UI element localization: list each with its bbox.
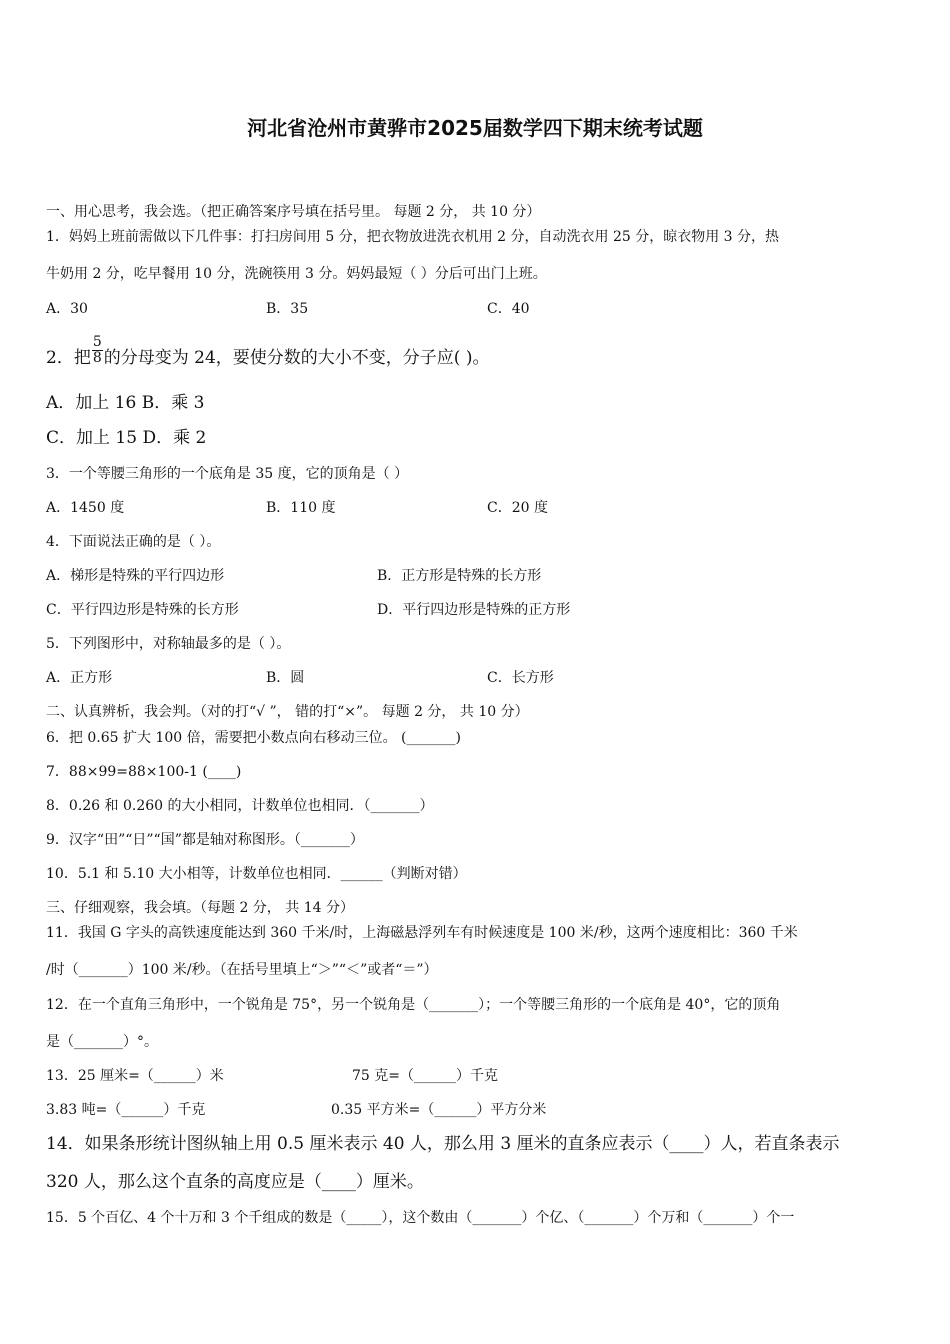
question-13-part-c: 3.83 吨=（______）千克 <box>46 1102 206 1118</box>
question-3-option-a: A．1450 度 <box>46 500 125 516</box>
question-14-line-1: 14．如果条形统计图纵轴上用 0.5 厘米表示 40 人，那么用 3 厘米的直条应表示（____）人，若直条表示 <box>46 1134 840 1154</box>
question-2-options-ab: A．加上 16 B．乘 3 <box>46 393 205 413</box>
question-1-line-1: 1．妈妈上班前需做以下几件事：打扫房间用 5 分，把衣物放进洗衣机用 2 分，自动洗衣用 25 分，晾衣物用 3 分，热 <box>46 229 780 245</box>
question-2-prefix: 2．把 <box>46 348 91 368</box>
question-13-part-d: 0.35 平方米=（______）平方分米 <box>331 1102 547 1118</box>
question-3-option-c: C．20 度 <box>487 500 548 516</box>
question-7: 7．88×99=88×100-1 (____) <box>46 764 242 780</box>
question-5-option-a: A．正方形 <box>46 670 113 686</box>
fraction-five-eighths <box>92 335 103 366</box>
question-4-option-a: A．梯形是特殊的平行四边形 <box>46 568 225 584</box>
question-13-part-a: 13．25 厘米=（______）米 <box>46 1068 224 1084</box>
question-10: 10．5.1 和 5.10 大小相等，计数单位也相同．______（判断对错） <box>46 866 467 882</box>
question-15-line-1: 15．5 个百亿、4 个十万和 3 个千组成的数是（_____），这个数由（_______）个亿、（_______）个万和（_______）个一 <box>46 1210 795 1226</box>
question-9: 9．汉字“田”“日”“国”都是轴对称图形。（_______） <box>46 832 364 848</box>
section-1-heading: 一、用心思考，我会选。（把正确答案序号填在括号里。 每题 2 分， 共 10 分） <box>46 204 541 220</box>
question-13-part-b: 75 克=（______）千克 <box>352 1068 498 1084</box>
question-2-options-cd: C．加上 15 D．乘 2 <box>46 428 207 448</box>
fraction-denominator: 8 <box>92 350 102 366</box>
question-1-option-c: C．40 <box>487 301 530 317</box>
question-3-option-b: B．110 度 <box>266 500 336 516</box>
question-5-option-b: B．圆 <box>266 670 305 686</box>
question-8: 8．0.26 和 0.260 的大小相同，计数单位也相同．（_______） <box>46 798 434 814</box>
question-5-option-c: C．长方形 <box>487 670 554 686</box>
question-14-line-2: 320 人，那么这个直条的高度应是（____）厘米。 <box>46 1172 424 1192</box>
question-5: 5．下列图形中，对称轴最多的是（ ）。 <box>46 636 291 652</box>
question-6: 6．把 0.65 扩大 100 倍，需要把小数点向右移动三位。 (_______) <box>46 730 461 746</box>
section-3-heading: 三、仔细观察，我会填。（每题 2 分， 共 14 分） <box>46 900 354 916</box>
question-11-line-2: /时（_______）100 米/秒。（在括号里填上“＞”“＜”或者“＝”） <box>46 962 438 978</box>
page-title: 河北省沧州市黄骅市2025届数学四下期末统考试题 <box>247 116 703 140</box>
question-1-option-b: B．35 <box>266 301 309 317</box>
question-12-line-1: 12．在一个直角三角形中，一个锐角是 75°，另一个锐角是（_______）；一个等腰三角形的一个底角是 40°，它的顶角 <box>46 997 781 1013</box>
question-4-option-b: B．正方形是特殊的长方形 <box>377 568 542 584</box>
question-3: 3．一个等腰三角形的一个底角是 35 度，它的顶角是（ ） <box>46 466 409 482</box>
question-4-option-d: D．平行四边形是特殊的正方形 <box>377 602 571 618</box>
question-1-line-2: 牛奶用 2 分，吃早餐用 10 分，洗碗筷用 3 分。妈妈最短（ ）分后可出门上班。 <box>46 266 547 282</box>
question-12-line-2: 是（_______）°。 <box>46 1034 158 1050</box>
question-2-suffix: 的分母变为 24，要使分数的大小不变，分子应( )。 <box>103 348 490 368</box>
question-2 <box>46 334 490 374</box>
section-2-heading: 二、认真辨析，我会判。（对的打“√ ”， 错的打“×”。 每题 2 分， 共 10 分） <box>46 704 529 720</box>
question-4-option-c: C．平行四边形是特殊的长方形 <box>46 602 239 618</box>
question-11-line-1: 11．我国 G 字头的高铁速度能达到 360 千米/时，上海磁悬浮列车有时候速度是 100 米/秒，这两个速度相比：360 千米 <box>46 925 798 941</box>
question-1-option-a: A．30 <box>46 301 88 317</box>
question-4: 4．下面说法正确的是（ ）。 <box>46 534 221 550</box>
fraction-numerator: 5 <box>92 334 102 350</box>
